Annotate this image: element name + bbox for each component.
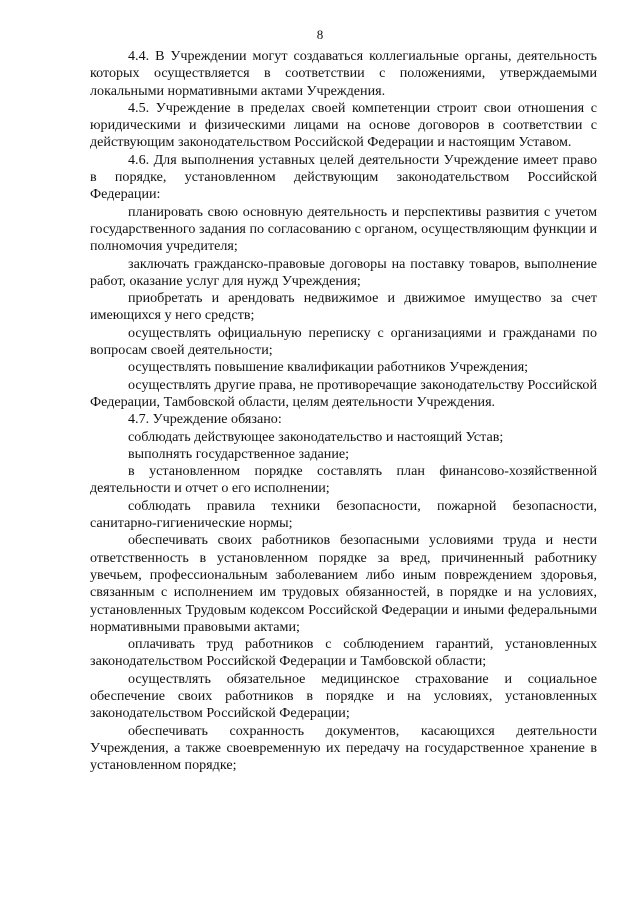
paragraph-4-6: 4.6. Для выполнения уставных целей деятельности Учреждение имеет право в порядке, установленном действующим законодательством Российской Федерации:	[90, 151, 597, 203]
page-number: 8	[316, 27, 324, 42]
list-item: в установленном порядке составлять план финансово-хозяйственной деятельности и отчет о его исполнении;	[90, 463, 597, 497]
list-item: осуществлять другие права, не противоречащие законодательству Российской Федерации, Тамбовской области, целям деятельности Учреждения.	[90, 376, 597, 410]
list-item: приобретать и арендовать недвижимое и движимое имущество за счет имеющихся у него средств;	[90, 290, 597, 324]
list-item: заключать гражданско-правовые договоры на поставку товаров, выполнение работ, оказание услуг для нужд Учреждения;	[90, 255, 597, 289]
list-item: соблюдать правила техники безопасности, пожарной безопасности, санитарно-гигиенические нормы;	[90, 497, 597, 532]
list-item: оплачивать труд работников с соблюдением гарантий, установленных законодательством Российской Федерации и Тамбовской области;	[90, 636, 597, 670]
list-item: осуществлять официальную переписку с организациями и гражданами по вопросам своей деятельности;	[90, 324, 597, 359]
list-item: осуществлять повышение квалификации работников Учреждения;	[128, 359, 529, 376]
list-item: осуществлять обязательное медицинское страхование и социальное обеспечение своих работников в порядке и на условиях, установленных законодательством Российской Федерации;	[90, 670, 597, 722]
paragraph-4-7: 4.7. Учреждение обязано:	[128, 411, 282, 428]
list-item: планировать свою основную деятельность и перспективы развития с учетом государственного задания по согласованию с органом, осуществляющим функции и полномочия учредителя;	[90, 203, 597, 255]
paragraph-4-5: 4.5. Учреждение в пределах своей компетенции строит свои отношения с юридическими и физическими лицами на основе договоров в соответствии с действующим законодательством Российской Федерации и настоящим Уставом.	[90, 99, 597, 151]
list-item: соблюдать действующее законодательство и настоящий Устав;	[128, 428, 504, 445]
list-item: обеспечивать сохранность документов, касающихся деятельности Учреждения, а также своевременную их передачу на государственное хранение в установленном порядке;	[90, 722, 597, 774]
list-item: обеспечивать своих работников безопасными условиями труда и нести ответственность в установленном порядке за вред, причиненный работнику увечьем, профессиональным заболеванием либо иным повреждением здоровья, связанным с исполнением им трудовых обязанностей, в порядке и на условиях, установленных Трудовым кодексом Российской Федерации и иными федеральными нормативными правовыми актами;	[90, 532, 597, 635]
document-body	[90, 48, 597, 774]
paragraph-4-4: 4.4. В Учреждении могут создаваться коллегиальные органы, деятельность которых осуществляется в соответствии с положениями, утверждаемыми локальными нормативными актами Учреждения.	[90, 48, 597, 99]
list-item: выполнять государственное задание;	[128, 445, 350, 462]
